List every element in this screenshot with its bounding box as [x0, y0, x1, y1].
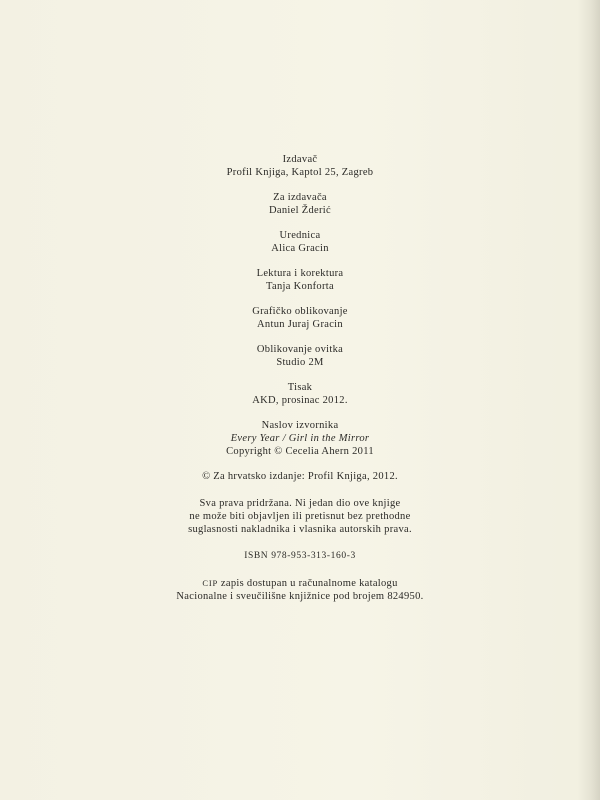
for-publisher-block [0, 191, 600, 217]
cip-line-1-rest: zapis dostupan u računalnome katalogu [218, 578, 398, 589]
original-title-value: Every Year / Girl in the Mirror [230, 433, 370, 444]
graphic-design-label: Grafičko oblikovanje [252, 306, 348, 317]
croatian-copyright: © Za hrvatsko izdanje: Profil Knjiga, 2012. [202, 471, 398, 482]
cip-block [0, 577, 600, 603]
proofreading-label: Lektura i korektura [256, 268, 344, 279]
publisher-value: Profil Knjiga, Kaptol 25, Zagreb [226, 167, 374, 178]
original-title-block [0, 419, 600, 458]
graphic-design-block [0, 305, 600, 331]
print-label: Tisak [287, 382, 313, 393]
cip-line-2: Nacionalne i sveučilišne knjižnice pod brojem 824950. [176, 591, 424, 602]
publisher-label: Izdavač [282, 154, 318, 165]
rights-line-2: ne može biti objavljen ili pretisnut bez prethodne [189, 511, 411, 522]
croatian-copyright-block [0, 470, 600, 483]
rights-block [0, 497, 600, 536]
editor-label: Urednica [279, 230, 321, 241]
original-copyright: Copyright © Cecelia Ahern 2011 [226, 446, 374, 457]
cover-design-value: Studio 2M [276, 357, 324, 368]
proofreading-value: Tanja Konforta [266, 281, 334, 292]
cover-design-label: Oblikovanje ovitka [256, 344, 344, 355]
cip-prefix: CIP [202, 578, 218, 588]
cip-line-1 [0, 577, 600, 590]
proofreading-block [0, 267, 600, 293]
print-block [0, 381, 600, 407]
original-title-label: Naslov izvornika [261, 420, 339, 431]
colophon [0, 153, 600, 615]
editor-value: Alica Gracin [271, 243, 329, 254]
for-publisher-label: Za izdavača [273, 192, 327, 203]
cover-design-block [0, 343, 600, 369]
isbn-block [0, 550, 600, 563]
for-publisher-value: Daniel Žderić [269, 205, 331, 216]
editor-block [0, 229, 600, 255]
rights-line-1: Sva prava pridržana. Ni jedan dio ove knjige [199, 498, 401, 509]
graphic-design-value: Antun Juraj Gracin [257, 319, 343, 330]
print-value: AKD, prosinac 2012. [252, 395, 348, 406]
isbn: ISBN 978-953-313-160-3 [244, 551, 356, 561]
publisher-block [0, 153, 600, 179]
rights-line-3: suglasnosti nakladnika i vlasnika autorskih prava. [188, 524, 412, 535]
